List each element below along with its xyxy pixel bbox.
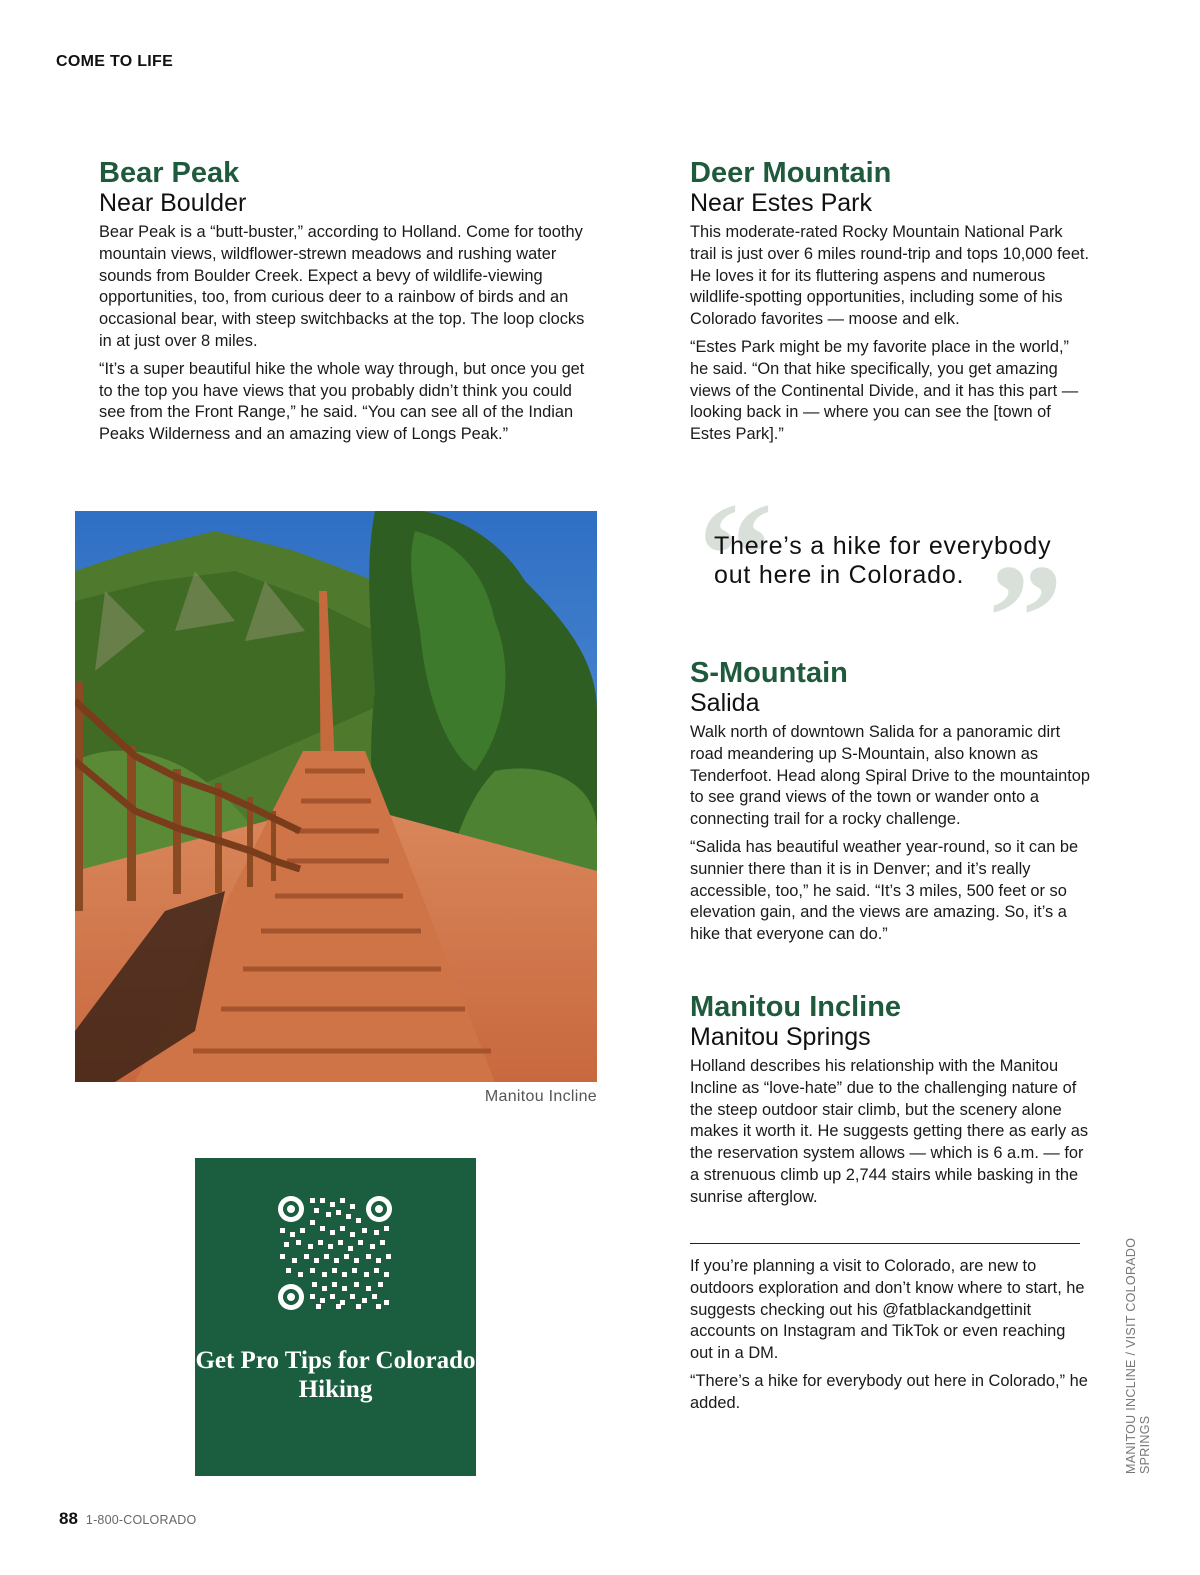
pro-tips-promo[interactable] bbox=[195, 1158, 476, 1476]
close-quote-icon: ” bbox=[988, 534, 1063, 700]
pull-quote-text: There’s a hike for everybody out here in Colorado. bbox=[714, 532, 1052, 589]
article-location: Salida bbox=[690, 689, 760, 717]
article-title: Manitou Incline bbox=[690, 991, 902, 1023]
article-deer-mountain bbox=[690, 157, 1090, 452]
article-location: Manitou Springs bbox=[690, 1023, 871, 1051]
article-paragraph: Walk north of downtown Salida for a panoramic dirt road meandering up S-Mountain, also known as Tenderfoot. Head along Spiral Drive to the mountaintop to see grand views of the town or wander onto a connecting trail for a rocky challenge. bbox=[690, 723, 1090, 829]
article-title: S-Mountain bbox=[690, 657, 848, 689]
article-title: Deer Mountain bbox=[690, 157, 892, 189]
qr-code-icon[interactable] bbox=[278, 1196, 392, 1310]
closing-paragraph: “There’s a hike for everybody out here in Colorado,” he added. bbox=[690, 1371, 1088, 1412]
section-label: COME TO LIFE bbox=[56, 53, 174, 70]
page-footer bbox=[59, 1509, 196, 1529]
phone-number: 1-800-COLORADO bbox=[85, 1513, 197, 1527]
article-location: Near Estes Park bbox=[690, 189, 873, 217]
promo-title[interactable]: Get Pro Tips for Colorado Hiking bbox=[195, 1347, 476, 1403]
article-title: Bear Peak bbox=[99, 157, 240, 189]
article-s-mountain bbox=[690, 657, 1090, 952]
page-number: 88 bbox=[59, 1509, 78, 1528]
article-location: Near Boulder bbox=[99, 189, 247, 217]
article-manitou-incline bbox=[690, 991, 1090, 1215]
article-paragraph: This moderate-rated Rocky Mountain National Park trail is just over 6 miles round-trip and tops 10,000 feet. He loves it for its fluttering aspens and numerous wildlife-spotting opportunities, including some of his Colorado favorites — moose and elk. bbox=[690, 223, 1090, 329]
article-bear-peak bbox=[99, 157, 589, 452]
open-quote-icon: “ bbox=[698, 472, 773, 638]
manitou-incline-photo bbox=[75, 511, 597, 1082]
article-paragraph: “Salida has beautiful weather year-round, so it can be sunnier there than it is in Denver; and it’s really accessible, too,” he said. “It’s 3 miles, 500 feet or so elevation gain, and the views are amazing. So, it’s a hike that everyone can do.” bbox=[690, 837, 1079, 944]
article-paragraph: “Estes Park might be my favorite place in the world,” he said. “On that hike specifically, you get amazing views of the Continental Divide, and it has this part — looking back in — where you can see the [town of Estes Park].” bbox=[690, 337, 1079, 444]
article-paragraph: Bear Peak is a “butt-buster,” according to Holland. Come for toothy mountain views, wildflower-strewn meadows and rushing water sounds from Boulder Creek. Expect a bevy of wildlife-viewing opportunities, too, from curious deer to a rainbow of birds and an occasional bear, with steep switchbacks at the top. The loop clocks in at just over 8 miles. bbox=[99, 223, 585, 350]
photo-caption: Manitou Incline bbox=[484, 1088, 597, 1105]
article-closing bbox=[690, 1256, 1090, 1421]
photo-credit: MANITOU INCLINE / VISIT COLORADO SPRINGS bbox=[1124, 1237, 1152, 1474]
article-paragraph: Holland describes his relationship with the Manitou Incline as “love-hate” due to the challenging nature of the steep outdoor stair climb, but the scenery alone makes it worth it. He suggests getting there as early as the reservation system allows — which is 6 a.m. — for a strenuous climb up 2,744 stairs while basking in the sunrise afterglow. bbox=[690, 1057, 1089, 1206]
divider bbox=[690, 1243, 1080, 1244]
closing-paragraph: If you’re planning a visit to Colorado, are new to outdoors exploration and don’t know where to start, he suggests checking out his @fatblackandgettinit accounts on Instagram and TikTok or even reaching out in a DM. bbox=[690, 1257, 1085, 1363]
article-paragraph: “It’s a super beautiful hike the whole way through, but once you get to the top you have views that you probably didn’t think you could see from the Front Range,” he said. “You can see all of the Indian Peaks Wilderness and an amazing view of Longs Peak.” bbox=[99, 359, 585, 444]
